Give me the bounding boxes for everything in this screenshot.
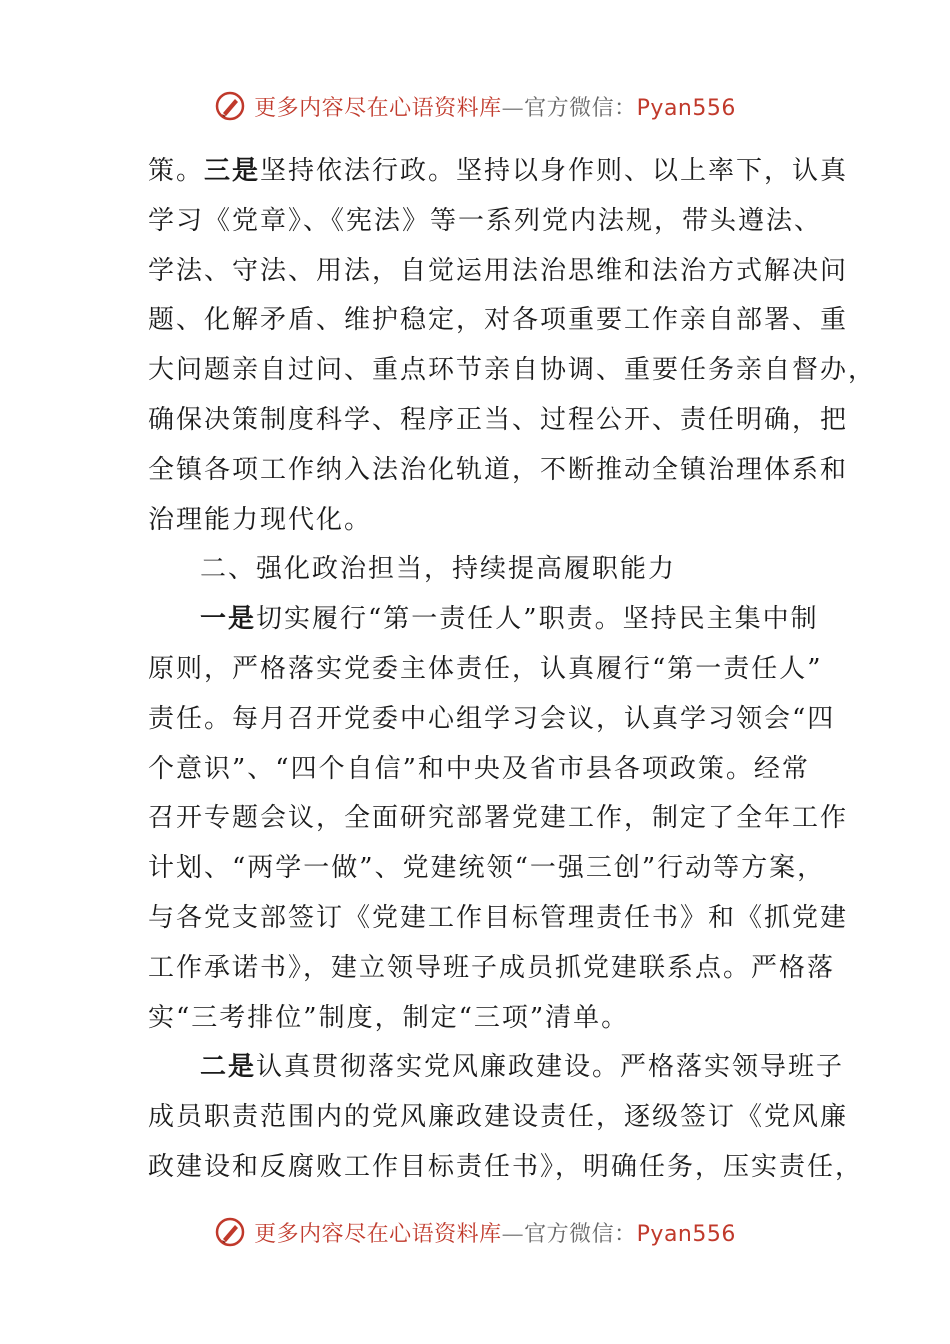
- document-body: [148, 147, 877, 1193]
- text-line: 学法、守法、用法，自觉运用法治思维和法治方式解决问: [148, 255, 849, 286]
- text-line: 计划、“两学一做”、党建统领“一强三创”行动等方案，: [148, 853, 826, 884]
- text-line: 成员职责范围内的党风廉政建设责任，逐级签订《党风廉: [148, 1102, 849, 1133]
- section-heading: 二、强化政治担当，持续提高履职能力: [200, 554, 677, 585]
- text-line: 政建设和反腐败工作目标责任书》，明确任务，压实责任，: [148, 1151, 864, 1182]
- text-line: 责任。每月召开党委中心组学习会议，认真学习领会“四: [148, 703, 836, 734]
- text-line: 大问题亲自过问、重点环节亲自协调、重要任务亲自督办，: [148, 355, 877, 386]
- text-line: 与各党支部签订《党建工作目标管理责任书》和《抓党建: [148, 902, 849, 933]
- text-line: 二是认真贯彻落实党风廉政建设。严格落实领导班子: [200, 1052, 845, 1083]
- text-line: 全镇各项工作纳入法治化轨道，不断推动全镇治理体系和: [148, 454, 849, 485]
- text-line: 个意识”、“四个自信”和中央及省市县各项政策。经常: [148, 753, 810, 784]
- text-line: 题、化解矛盾、维护稳定，对各项重要工作亲自部署、重: [148, 305, 849, 336]
- text-line: 治理能力现代化。: [148, 504, 373, 535]
- text-line: 一是切实履行“第一责任人”职责。坚持民主集中制: [200, 604, 819, 635]
- text-line: 学习《党章》、《宪法》等一系列党内法规，带头遵法、: [148, 205, 823, 236]
- text-line: 工作承诺书》，建立领导班子成员抓党建联系点。严格落: [148, 952, 836, 983]
- text-line: 确保决策制度科学、程序正当、过程公开、责任明确，把: [148, 404, 849, 435]
- watermark-text: 更多内容尽在心语资料库—官方微信：Pyan556: [254, 1221, 736, 1247]
- pen-logo-icon: [214, 90, 246, 122]
- text-line: 实“三考排位”制度，制定“三项”清单。: [148, 1002, 630, 1033]
- watermark-text: 更多内容尽在心语资料库—官方微信：Pyan556: [254, 95, 736, 121]
- text-line: 原则，严格落实党委主体责任，认真履行“第一责任人”: [148, 653, 823, 684]
- watermark-footer: [0, 1212, 950, 1252]
- watermark-header: [0, 86, 950, 126]
- text-line: 召开专题会议，全面研究部署党建工作，制定了全年工作: [148, 803, 849, 834]
- text-line: 策。三是坚持依法行政。坚持以身作则、以上率下，认真: [148, 156, 849, 186]
- pen-logo-icon: [214, 1216, 246, 1248]
